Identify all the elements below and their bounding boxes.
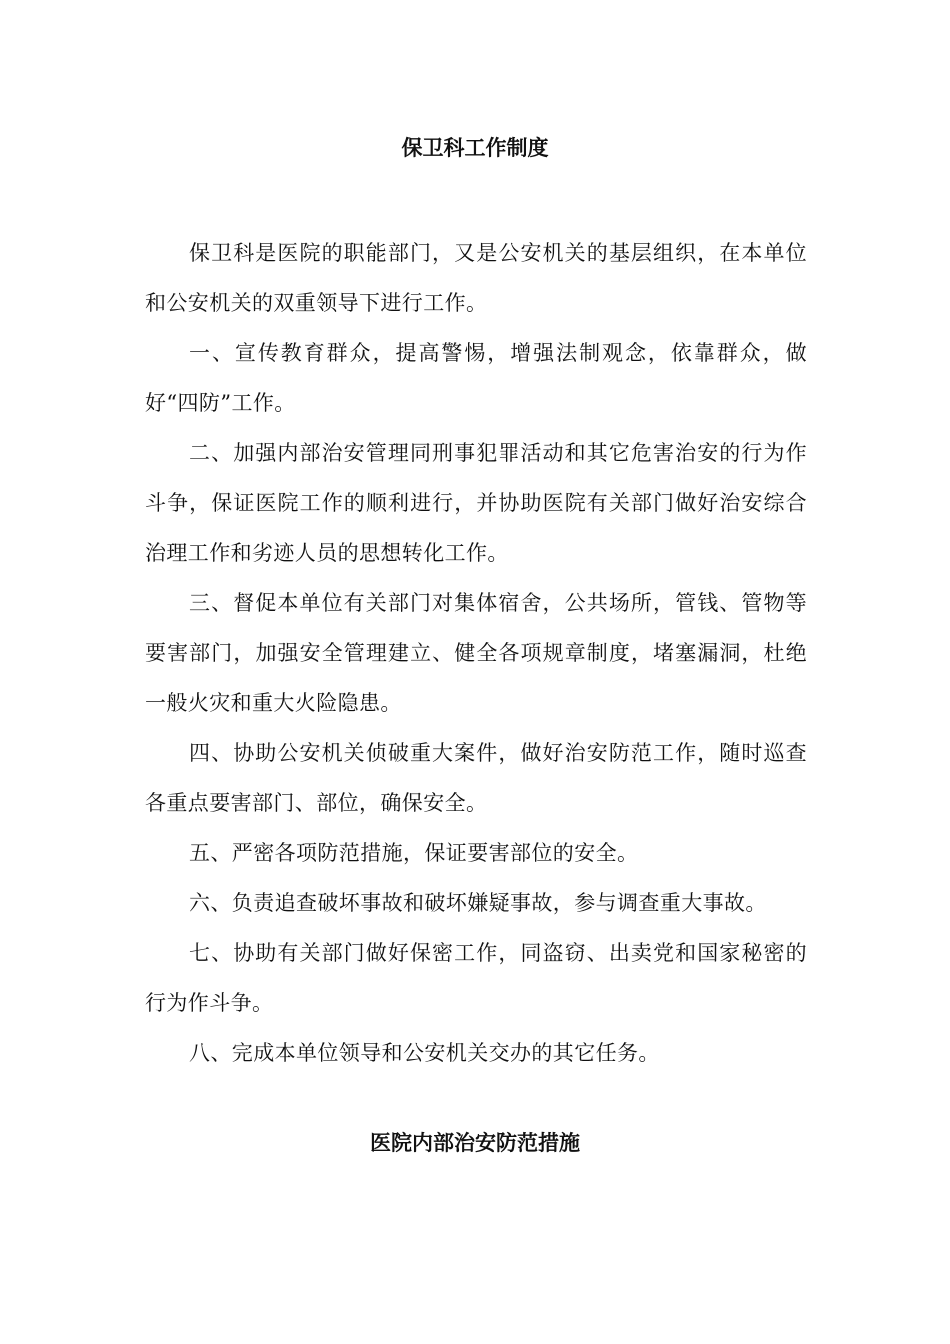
section-title: 医院内部治安防范措施 (370, 1130, 580, 1155)
paragraph-item-2: 二、加强内部治安管理同刑事犯罪活动和其它危害治安的行为作斗争，保证医院工作的顺利进行，并协助医院有关部门做好治安综合治理工作和劣迹人员的思想转化工作。 (145, 441, 807, 565)
paragraph-item-6: 六、负责追查破坏事故和破坏嫌疑事故，参与调查重大事故。 (189, 891, 767, 915)
paragraph-item-5: 五、严密各项防范措施，保证要害部位的安全。 (189, 841, 639, 865)
document-title: 保卫科工作制度 (401, 135, 549, 160)
paragraph-intro: 保卫科是医院的职能部门，又是公安机关的基层组织，在本单位和公安机关的双重领导下进行工作。 (145, 241, 807, 315)
paragraph-item-4: 四、协助公安机关侦破重大案件，做好治安防范工作，随时巡查各重点要害部门、部位，确保安全。 (145, 741, 807, 815)
paragraph-item-1: 一、宣传教育群众，提高警惕，增强法制观念，依靠群众，做好“四防”工作。 (145, 341, 807, 415)
paragraph-item-8: 八、完成本单位领导和公安机关交办的其它任务。 (189, 1041, 660, 1065)
paragraph-item-7: 七、协助有关部门做好保密工作，同盗窃、出卖党和国家秘密的行为作斗争。 (145, 941, 807, 1015)
document-body (145, 228, 807, 1078)
paragraph-item-3: 三、督促本单位有关部门对集体宿舍，公共场所，管钱、管物等要害部门，加强安全管理建立、健全各项规章制度，堵塞漏洞，杜绝一般火灾和重大火险隐患。 (145, 591, 807, 715)
